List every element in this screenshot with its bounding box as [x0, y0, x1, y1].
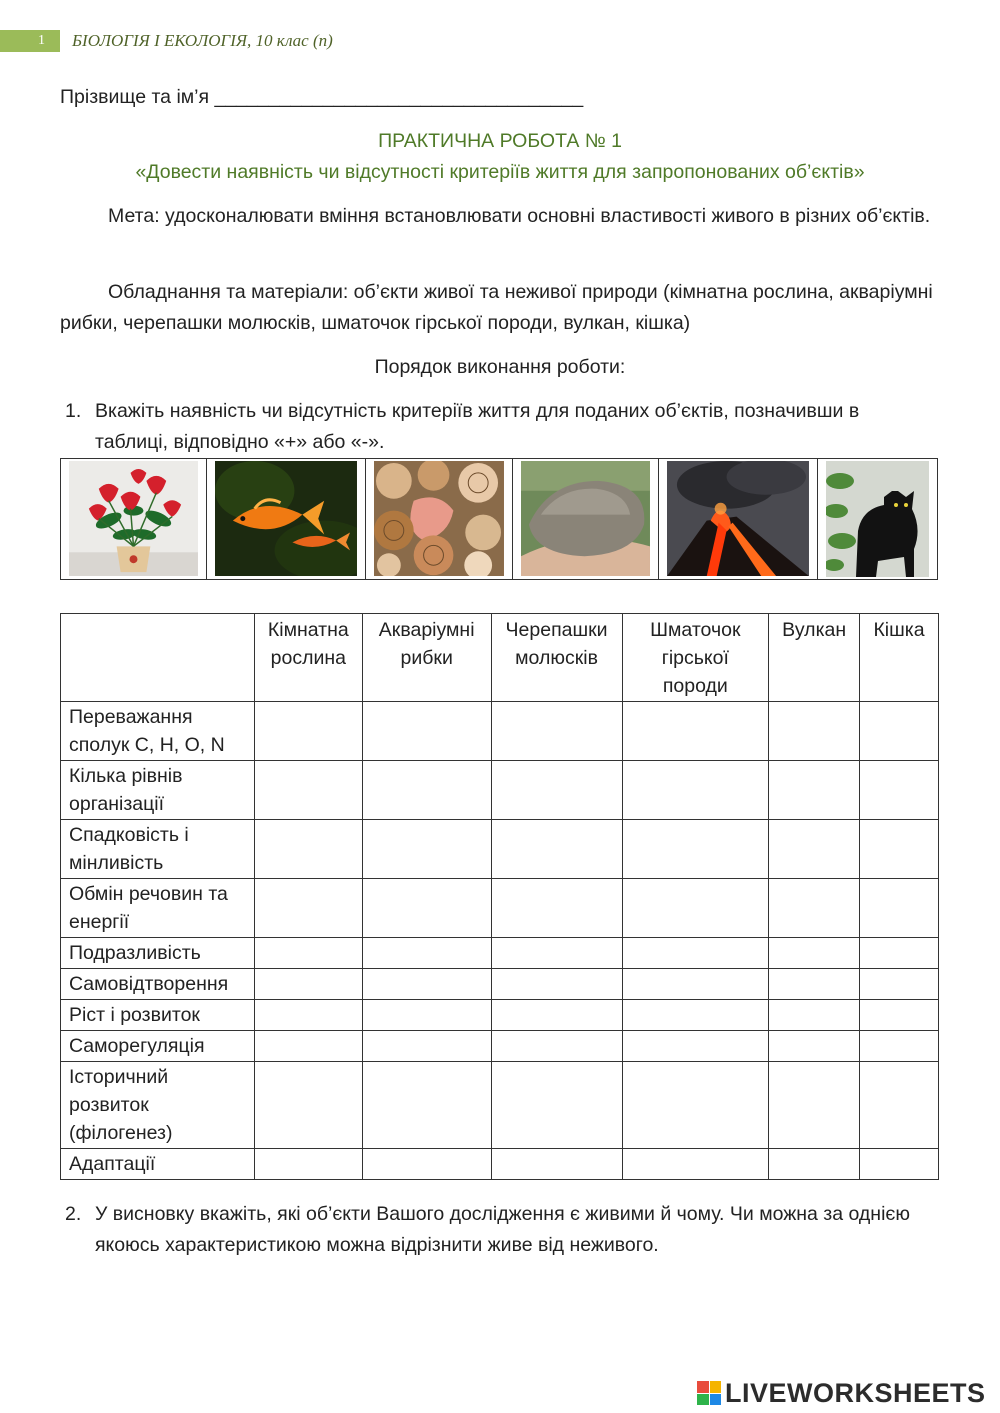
rock-photo-icon	[521, 461, 650, 576]
row-label: Спадковість і мінливість	[61, 820, 255, 879]
liveworksheets-logo	[697, 1378, 986, 1408]
photo-cell	[207, 459, 366, 579]
row-label: Переважання сполук C, H, O, N	[61, 702, 255, 761]
answer-cell[interactable]	[860, 1031, 939, 1062]
answer-cell[interactable]	[860, 938, 939, 969]
answer-cell[interactable]	[491, 938, 622, 969]
houseplant-photo-icon	[69, 461, 198, 576]
column-header: Акваріумні рибки	[362, 614, 491, 702]
answer-cell[interactable]	[860, 969, 939, 1000]
answer-cell[interactable]	[622, 761, 769, 820]
goal-paragraph: Мета: удосконалювати вміння встановлювати основні властивості живого в різних об’єктів.	[108, 205, 931, 227]
answer-cell[interactable]	[491, 879, 622, 938]
answer-cell[interactable]	[769, 820, 860, 879]
table-row	[61, 969, 939, 1000]
answer-cell[interactable]	[860, 820, 939, 879]
answer-cell[interactable]	[254, 761, 362, 820]
row-label: Самовідтворення	[61, 969, 255, 1000]
answer-cell[interactable]	[622, 938, 769, 969]
task-number: 2.	[65, 1203, 82, 1225]
running-header	[0, 30, 1000, 52]
table-row	[61, 761, 939, 820]
row-label: Кілька рівнів організації	[61, 761, 255, 820]
logo-cubes-icon	[697, 1381, 721, 1405]
photo-cell	[366, 459, 513, 579]
answer-cell[interactable]	[491, 761, 622, 820]
answer-cell[interactable]	[769, 1062, 860, 1149]
criteria-table	[60, 613, 939, 1180]
answer-cell[interactable]	[769, 879, 860, 938]
answer-cell[interactable]	[860, 761, 939, 820]
table-row	[61, 879, 939, 938]
answer-cell[interactable]	[860, 702, 939, 761]
answer-cell[interactable]	[622, 1031, 769, 1062]
answer-cell[interactable]	[491, 1062, 622, 1149]
equipment-paragraph: Обладнання та матеріали: об’єкти живої та неживої природи (кімнатна рослина, акваріумні рибки, черепашки молюсків, шматочок гірської породи, вулкан, кішка)	[60, 281, 933, 334]
answer-cell[interactable]	[491, 820, 622, 879]
answer-cell[interactable]	[622, 1000, 769, 1031]
photo-cell	[659, 459, 818, 579]
running-title: БІОЛОГІЯ І ЕКОЛОГІЯ, 10 клас (п)	[72, 31, 333, 50]
answer-cell[interactable]	[769, 761, 860, 820]
answer-cell[interactable]	[491, 1000, 622, 1031]
answer-cell[interactable]	[769, 1031, 860, 1062]
answer-cell[interactable]	[362, 879, 491, 938]
answer-cell[interactable]	[491, 1031, 622, 1062]
photo-cell	[818, 459, 937, 579]
column-header: Черепашки молюсків	[491, 614, 622, 702]
answer-cell[interactable]	[362, 1149, 491, 1180]
answer-cell[interactable]	[362, 1000, 491, 1031]
photo-cell	[61, 459, 207, 579]
column-header: Шматочок гірської породи	[622, 614, 769, 702]
answer-cell[interactable]	[254, 1000, 362, 1031]
table-row	[61, 1000, 939, 1031]
name-line: Прізвище та ім’я __________________________________	[60, 86, 584, 108]
answer-cell[interactable]	[491, 702, 622, 761]
table-row	[61, 1062, 939, 1149]
column-header: Вулкан	[769, 614, 860, 702]
volcano-photo-icon	[667, 461, 809, 576]
answer-cell[interactable]	[622, 969, 769, 1000]
photo-strip	[60, 458, 938, 580]
answer-cell[interactable]	[860, 1000, 939, 1031]
table-corner-cell	[61, 614, 255, 702]
page-subtitle: «Довести наявність чи відсутності критеріїв життя для запропонованих об’єктів»	[135, 161, 865, 183]
answer-cell[interactable]	[362, 938, 491, 969]
row-label: Подразливість	[61, 938, 255, 969]
answer-cell[interactable]	[254, 702, 362, 761]
table-row	[61, 1031, 939, 1062]
task-2	[65, 1199, 935, 1261]
row-label: Обмін речовин та енергії	[61, 879, 255, 938]
answer-cell[interactable]	[362, 702, 491, 761]
answer-cell[interactable]	[622, 1149, 769, 1180]
answer-cell[interactable]	[769, 702, 860, 761]
answer-cell[interactable]	[622, 879, 769, 938]
answer-cell[interactable]	[254, 938, 362, 969]
task-number: 1.	[65, 400, 82, 422]
answer-cell[interactable]	[254, 1031, 362, 1062]
answer-cell[interactable]	[254, 969, 362, 1000]
answer-cell[interactable]	[622, 702, 769, 761]
answer-cell[interactable]	[362, 820, 491, 879]
answer-cell[interactable]	[362, 761, 491, 820]
table-header-row	[61, 614, 939, 702]
table-row	[61, 1149, 939, 1180]
answer-cell[interactable]	[254, 820, 362, 879]
answer-cell[interactable]	[769, 1149, 860, 1180]
answer-cell[interactable]	[769, 969, 860, 1000]
page-title: ПРАКТИЧНА РОБОТА № 1	[378, 130, 622, 152]
answer-cell[interactable]	[769, 1000, 860, 1031]
task-1	[65, 396, 935, 458]
page-number: 1	[0, 30, 60, 52]
row-label: Ріст і розвиток	[61, 1000, 255, 1031]
table-row	[61, 702, 939, 761]
answer-cell[interactable]	[362, 969, 491, 1000]
row-label: Саморегуляція	[61, 1031, 255, 1062]
column-header: Кішка	[860, 614, 939, 702]
answer-cell[interactable]	[860, 879, 939, 938]
logo-wordmark: LIVEWORKSHEETS	[725, 1377, 986, 1408]
table-row	[61, 938, 939, 969]
cat-photo-icon	[826, 461, 929, 577]
fish-photo-icon	[215, 461, 357, 576]
answer-cell[interactable]	[254, 1149, 362, 1180]
answer-cell[interactable]	[254, 879, 362, 938]
answer-cell[interactable]	[769, 938, 860, 969]
answer-cell[interactable]	[491, 1149, 622, 1180]
task-text: У висновку вкажіть, які об’єкти Вашого дослідження є живими й чому. Чи можна за однією якоюсь характеристикою можна відрізнити живе від неживого.	[95, 1203, 910, 1256]
task-text: Вкажіть наявність чи відсутність критеріїв життя для поданих об’єктів, позначивши в таблиці, відповідно «+» або «-».	[95, 400, 860, 453]
procedure-heading: Порядок виконання роботи:	[374, 356, 626, 378]
answer-cell[interactable]	[860, 1062, 939, 1149]
answer-cell[interactable]	[622, 820, 769, 879]
answer-cell[interactable]	[622, 1062, 769, 1149]
column-header: Кімнатна рослина	[254, 614, 362, 702]
seashells-photo-icon	[374, 461, 504, 576]
answer-cell[interactable]	[362, 1031, 491, 1062]
answer-cell[interactable]	[362, 1062, 491, 1149]
answer-cell[interactable]	[860, 1149, 939, 1180]
table-row	[61, 820, 939, 879]
answer-cell[interactable]	[254, 1062, 362, 1149]
answer-cell[interactable]	[491, 969, 622, 1000]
row-label: Історичний розвиток (філогенез)	[61, 1062, 255, 1149]
photo-cell	[513, 459, 659, 579]
row-label: Адаптації	[61, 1149, 255, 1180]
